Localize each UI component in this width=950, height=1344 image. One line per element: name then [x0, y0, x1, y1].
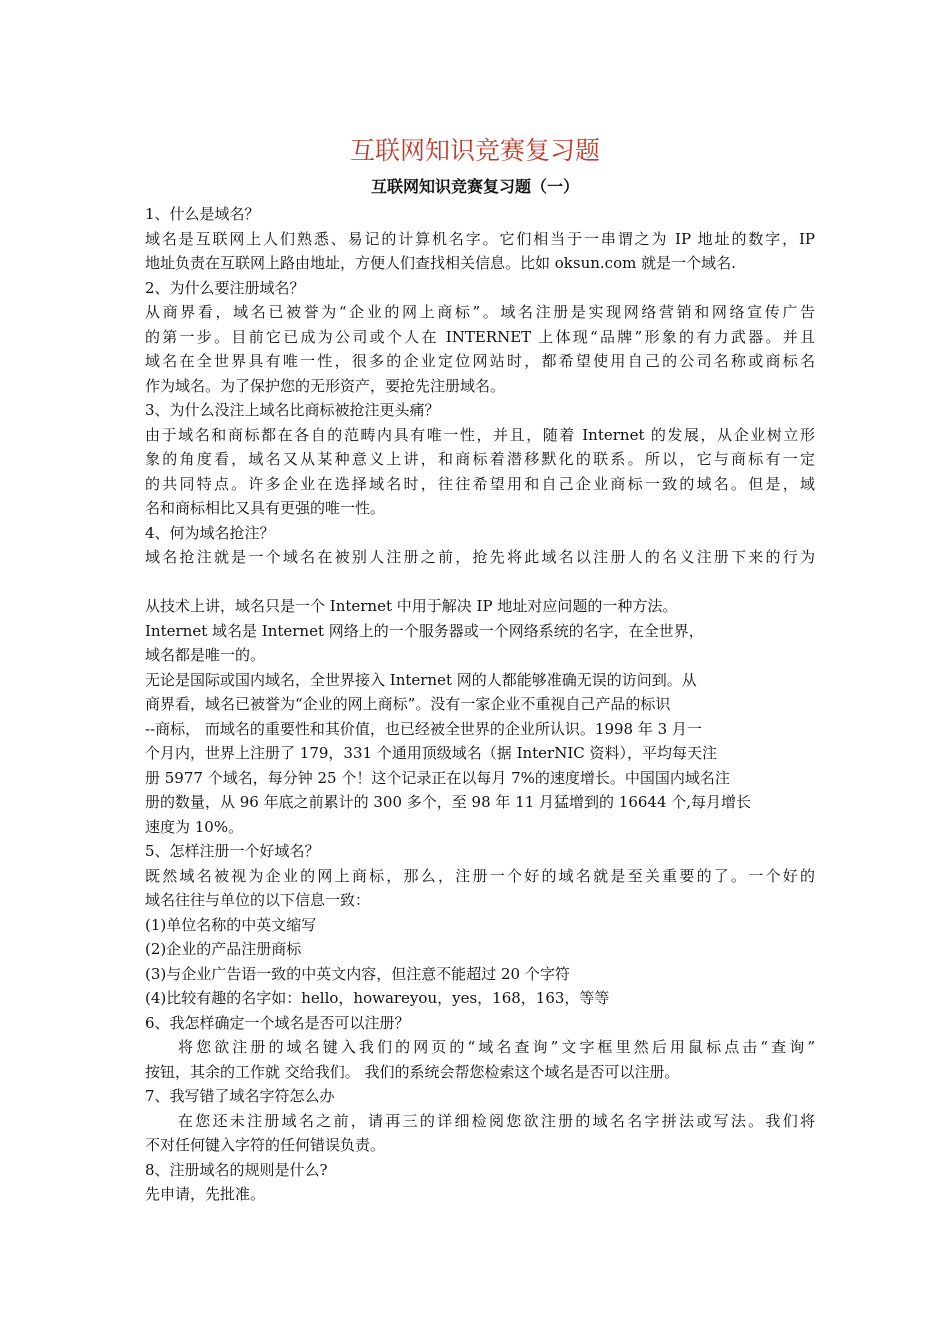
- text-line: 域名在全世界具有唯一性，很多的企业定位网站时，都希望使用自己的公司名称或商标名: [145, 352, 815, 370]
- text-line: 由于域名和商标都在各自的范畴内具有唯一性，并且，随着 Internet 的发展，从企业树立形: [145, 425, 815, 444]
- text-line: 不对任何键入字符的任何错误负责。: [145, 1136, 386, 1154]
- text-line: 名和商标相比又具有更强的唯一性。: [145, 499, 386, 517]
- question-7: 7、我写错了域名字符怎么办: [145, 1087, 335, 1105]
- document-body: [145, 202, 815, 1207]
- text-line: 既然域名被视为企业的网上商标，那么，注册一个好的域名就是至关重要的了。一个好的: [145, 866, 815, 885]
- question-4: 4、何为域名抢注？: [145, 523, 275, 542]
- text-line: --商标， 而域名的重要性和其价值，也已经被全世界的企业所认识。1998 年 3 月一: [145, 719, 702, 738]
- text-line: 域名是互联网上人们熟悉、易记的计算机名字。它们相当于一串谓之为 IP 地址的数字，IP: [145, 229, 815, 248]
- section-subtitle: 互联网知识竞赛复习题（一）: [370, 177, 579, 196]
- text-line: 册 5977 个域名，每分钟 25 个！这个记录正在以每月 7%的速度增长。中国国内域名注: [145, 768, 730, 787]
- text-line: 域名抢注就是一个域名在被别人注册之前，抢先将此域名以注册人的名义注册下来的行为: [145, 548, 815, 566]
- text-line: 商界看，域名已被誉为“企业的网上商标”。没有一家企业不重视自己产品的标识: [145, 695, 671, 713]
- text-line: 从技术上讲，域名只是一个 Internet 中用于解决 IP 地址对应问题的一种方法。: [145, 597, 678, 615]
- text-line: 将您欲注册的域名键入我们的网页的“域名查询”文字框里然后用鼠标点击“查询”: [178, 1038, 815, 1056]
- text-line: 无论是国际或国内域名，全世界接入 Internet 网的人都能够准确无误的访问到。从: [145, 670, 697, 689]
- text-line: 象的角度看，域名又从某种意义上讲，和商标着潜移默化的联系。所以，它与商标有一定: [145, 450, 815, 468]
- blank-line: [145, 570, 815, 595]
- text-line: 域名都是唯一的。: [145, 646, 266, 664]
- text-line: 个月内，世界上注册了 179，331 个通用顶级域名（据 InterNIC 资料），平均每天注: [145, 744, 718, 762]
- document-title: 互联网知识竞赛复习题: [349, 136, 600, 165]
- text-line: 地址负责在互联网上路由地址，方便人们查找相关信息。比如 oksun.com 就是一个域名.: [145, 254, 736, 272]
- list-item: (4)比较有趣的名字如：hello，howareyou，yes，168，163，等等: [145, 989, 610, 1007]
- text-line: 先申请，先批准。: [145, 1185, 266, 1203]
- text-line: 在您还未注册域名之前，请再三的详细检阅您欲注册的域名名字拼法或写法。我们将: [178, 1111, 815, 1130]
- text-line: 域名往往与单位的以下信息一致：: [145, 891, 371, 909]
- list-item: (2)企业的产品注册商标: [145, 940, 302, 958]
- text-line: 的共同特点。许多企业在选择域名时，往往希望用和自己企业商标一致的域名。但是，域: [145, 474, 815, 493]
- text-line: 按钮，其余的工作就 交给我们。 我们的系统会帮您检索这个域名是否可以注册。: [145, 1062, 680, 1081]
- question-3: 3、为什么没注上域名比商标被抢注更头痛？: [145, 401, 440, 419]
- text-line: 册的数量，从 96 年底之前累计的 300 多个，至 98 年 11 月猛增到的 16644 个,每月增长: [145, 793, 752, 811]
- question-2: 2、为什么要注册域名？: [145, 278, 305, 297]
- list-item: (1)单位名称的中英文缩写: [145, 915, 317, 934]
- text-line: 从商界看，域名已被誉为“企业的网上商标”。域名注册是实现网络营销和网络宣传广告: [145, 303, 815, 321]
- question-1: 1、什么是域名？: [145, 205, 260, 223]
- list-item: (3)与企业广告语一致的中英文内容，但注意不能超过 20 个字符: [145, 964, 570, 983]
- text-line: Internet 域名是 Internet 网络上的一个服务器或一个网络系统的名字，在全世界，: [145, 621, 704, 640]
- text-line: 作为域名。为了保护您的无形资产，要抢先注册域名。: [145, 376, 506, 395]
- question-6: 6、我怎样确定一个域名是否可以注册？: [145, 1013, 410, 1032]
- text-line: 的第一步。目前它已成为公司或个人在 INTERNET 上体现“品牌”形象的有力武器。并且: [145, 327, 815, 346]
- text-line: 速度为 10%。: [145, 817, 244, 836]
- question-8: 8、注册域名的规则是什么?: [145, 1160, 328, 1179]
- question-5: 5、怎样注册一个好域名？: [145, 842, 320, 860]
